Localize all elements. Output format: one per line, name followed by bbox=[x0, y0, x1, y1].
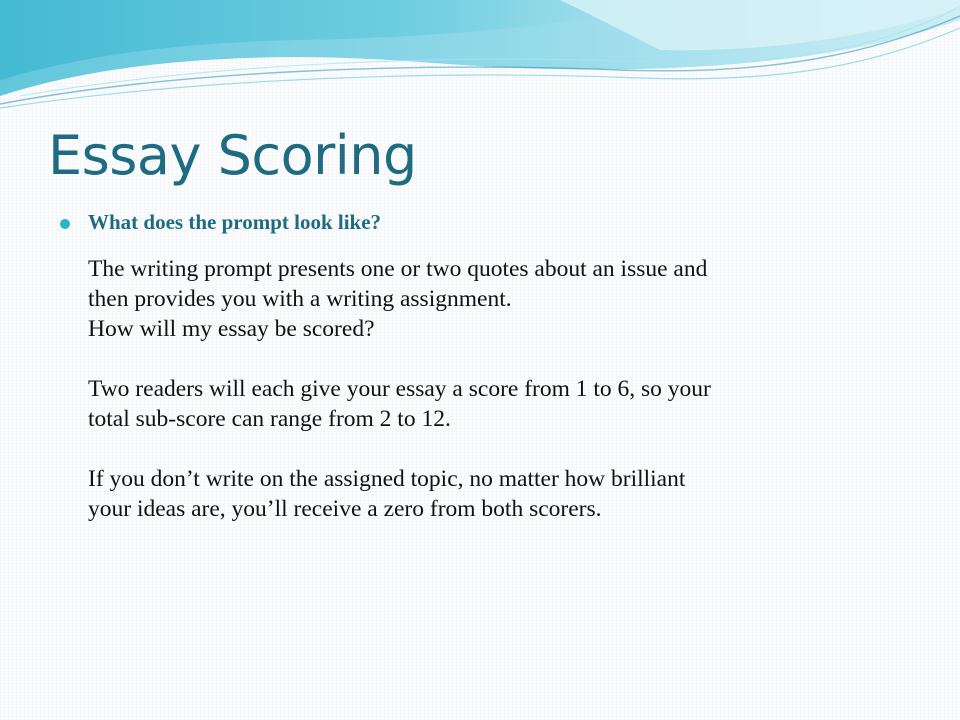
prompt-description-line-2: then provides you with a writing assignment. bbox=[88, 286, 512, 312]
bullet-heading: What does the prompt look like? bbox=[88, 210, 382, 234]
topic-warning-line-2: your ideas are, you’ll receive a zero from both scorers. bbox=[88, 496, 602, 522]
slide-title: Essay Scoring bbox=[48, 124, 417, 187]
prompt-description-line-1: The writing prompt presents one or two quotes about an issue and bbox=[88, 256, 708, 282]
scoring-explanation-line-2: total sub-score can range from 2 to 12. bbox=[88, 406, 451, 432]
scoring-question: How will my essay be scored? bbox=[88, 316, 375, 342]
paragraph-gap bbox=[88, 344, 940, 374]
scoring-explanation-line-1: Two readers will each give your essay a score from 1 to 6, so your bbox=[88, 376, 711, 402]
topic-warning-line-1: If you don’t write on the assigned topic, no matter how brilliant bbox=[88, 466, 686, 492]
bullet-item bbox=[60, 204, 940, 524]
wave-header-decoration bbox=[0, 0, 960, 120]
bullet-dot-icon bbox=[60, 219, 70, 229]
bullet-content bbox=[88, 206, 940, 524]
paragraph-gap bbox=[88, 434, 940, 464]
